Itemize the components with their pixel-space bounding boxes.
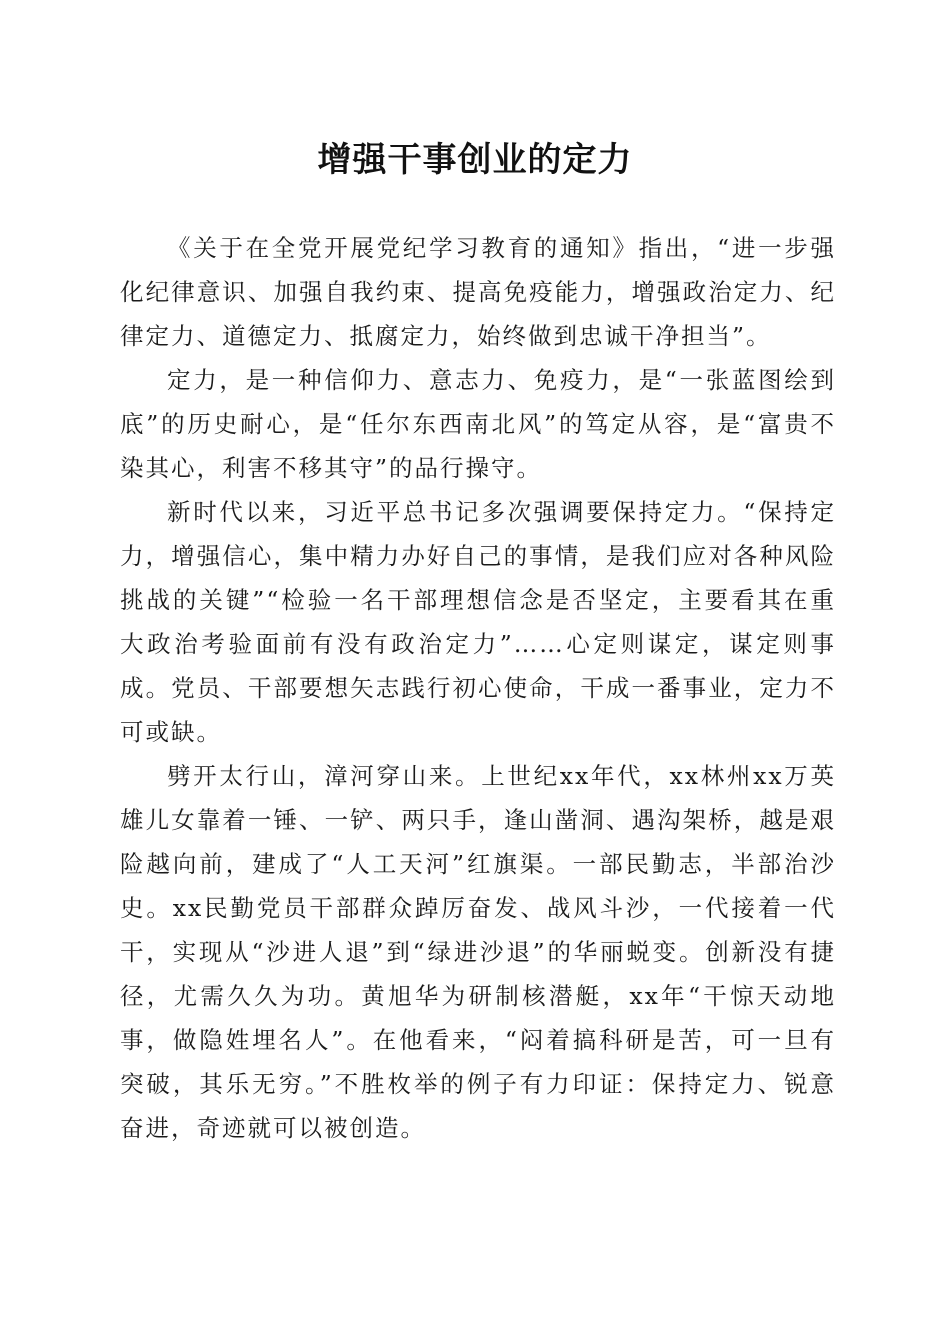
document-title: 增强干事创业的定力 [317, 140, 633, 180]
document-body [120, 226, 836, 1150]
paragraph-1: 《关于在全党开展党纪学习教育的通知》指出，“进一步强化纪律意识、加强自我约束、提高免疫能力，增强政治定力、纪律定力、道德定力、抵腐定力，始终做到忠诚干净担当”。 [120, 234, 836, 350]
paragraph-4: 劈开太行山，漳河穿山来。上世纪xx年代，xx林州xx万英雄儿女靠着一锤、一铲、两只手，逢山凿洞、遇沟架桥，越是艰险越向前，建成了“人工天河”红旗渠。一部民勤志，半部治沙史。xx民勤党员干部群众踔厉奋发、战风斗沙，一代接着一代干，实现从“沙进人退”到“绿进沙退”的华丽蜕变。创新没有捷径，尤需久久为功。黄旭华为研制核潜艇，xx年“干惊天动地事，做隐姓埋名人”。在他看来，“闷着搞科研是苦，可一旦有突破，其乐无穷。”不胜枚举的例子有力印证：保持定力、锐意奋进，奇迹就可以被创造。 [120, 762, 836, 1142]
paragraph-2: 定力，是一种信仰力、意志力、免疫力，是“一张蓝图绘到底”的历史耐心，是“任尔东西南北风”的笃定从容，是“富贵不染其心，利害不移其守”的品行操守。 [120, 366, 836, 482]
paragraph-3: 新时代以来，习近平总书记多次强调要保持定力。“保持定力，增强信心，集中精力办好自己的事情，是我们应对各种风险挑战的关键”“检验一名干部理想信念是否坚定，主要看其在重大政治考验面前有没有政治定力”……心定则谋定，谋定则事成。党员、干部要想矢志践行初心使命，干成一番事业，定力不可或缺。 [120, 498, 836, 746]
